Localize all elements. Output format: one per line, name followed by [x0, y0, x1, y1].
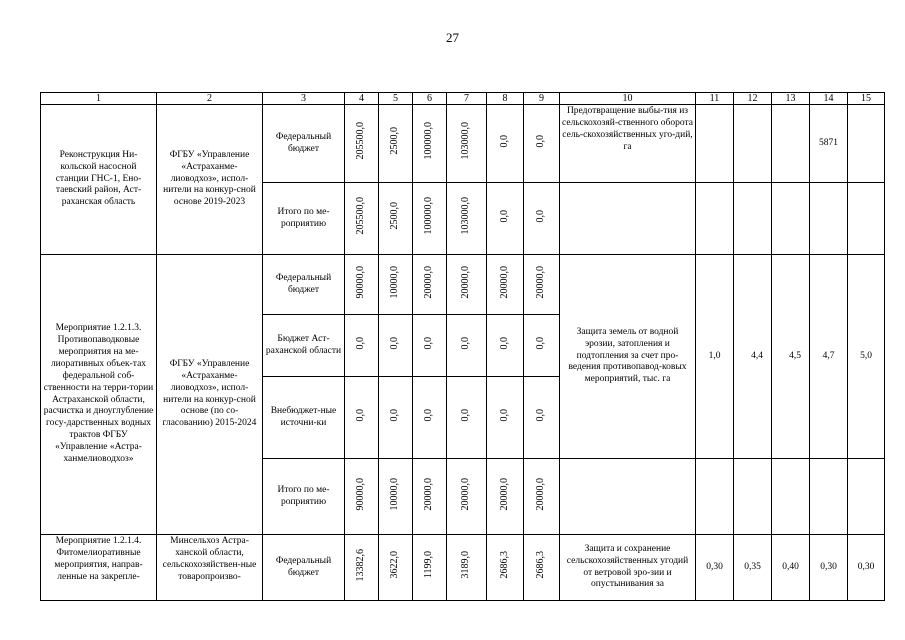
value-cell: 205500,0	[355, 122, 367, 160]
funding-source: Итого по ме-роприятию	[263, 183, 345, 255]
col-header: 10	[560, 93, 696, 105]
value-cell: 0,0	[389, 336, 401, 350]
value-cell: 0,0	[355, 408, 367, 422]
value-cell: 20000,0	[460, 265, 472, 299]
indicator-value: 0,30	[848, 535, 885, 601]
col-header: 2	[157, 93, 263, 105]
col-header: 7	[447, 93, 487, 105]
col-header: 5	[379, 93, 413, 105]
indicator-value: 0,30	[810, 535, 848, 601]
value-cell: 2686,3	[535, 551, 547, 579]
page-number: 27	[446, 30, 459, 45]
table-row	[41, 105, 885, 183]
value-cell: 0,0	[460, 408, 472, 422]
value-cell: 0,0	[355, 336, 367, 350]
value-cell: 20000,0	[423, 477, 435, 511]
col-header: 12	[734, 93, 772, 105]
funding-source: Итого по ме-роприятию	[263, 459, 345, 535]
value-cell: 20000,0	[535, 477, 547, 511]
col-header: 15	[848, 93, 885, 105]
executor: ФГБУ «Управление «Астраханме-лиоводхоз», испол-нители на конкур-сной основе 2019-2023	[157, 105, 263, 255]
table-row	[41, 535, 885, 601]
value-cell: 0,0	[389, 408, 401, 422]
funding-source: Федеральный бюджет	[263, 255, 345, 315]
budget-table	[40, 92, 885, 601]
value-cell: 0,0	[498, 408, 510, 422]
col-header: 6	[413, 93, 447, 105]
value-cell: 0,0	[498, 134, 510, 148]
header-row	[41, 93, 885, 105]
indicator-value: 5,0	[848, 255, 885, 459]
value-cell: 20000,0	[423, 265, 435, 299]
executor: ФГБУ «Управление «Астраханме-лиоводхоз», испол-нители на конкур-сной основе (по со-гласованию) 2015-2024	[157, 255, 263, 535]
funding-source: Федеральный бюджет	[263, 535, 345, 601]
indicator-value: 0,30	[696, 535, 734, 601]
value-cell: 20000,0	[498, 265, 510, 299]
value-cell: 0,0	[535, 209, 547, 223]
funding-source: Бюджет Аст-раханской области	[263, 315, 345, 377]
value-cell: 0,0	[498, 209, 510, 223]
col-header: 13	[772, 93, 810, 105]
indicator: Защита земель от водной эрозии, затопления и подтопления за счет про-ведения противопавод-ковых мероприятий, тыс. га	[560, 255, 696, 459]
indicator-value: 4,4	[734, 255, 772, 459]
value-cell: 100000,0	[423, 197, 435, 235]
value-cell: 1199,0	[423, 551, 435, 579]
value-cell: 103000,0	[460, 197, 472, 235]
value-cell: 10000,0	[389, 265, 401, 299]
value-cell: 90000,0	[355, 265, 367, 299]
value-cell: 20000,0	[498, 477, 510, 511]
value-cell: 3189,0	[460, 551, 472, 579]
funding-source: Внебюджет-ные источни-ки	[263, 377, 345, 459]
value-cell: 0,0	[460, 336, 472, 350]
value-cell: 2686,3	[498, 551, 510, 579]
col-header: 3	[263, 93, 345, 105]
col-header: 14	[810, 93, 848, 105]
col-header: 8	[487, 93, 524, 105]
measure-name: Мероприятие 1.2.1.3. Противопаводковые мероприятия на ме-лиоративных объек-тах федеральной соб-ственности на терри-тории Астраханской области, расчистка и дноуглубление госу-дарственных водных трактов ФГБУ «Управление «Астра-ханмелиоводхоз»	[41, 255, 157, 535]
measure-name: Реконструкция Ни-кольской насосной станции ГНС-1, Ено-таевский район, Аст-раханская область	[41, 105, 157, 255]
value-cell: 20000,0	[535, 265, 547, 299]
indicator-value: 0,40	[772, 535, 810, 601]
col-header: 9	[524, 93, 560, 105]
value-cell: 20000,0	[460, 477, 472, 511]
value-cell: 100000,0	[423, 122, 435, 160]
indicator-value: 1,0	[696, 255, 734, 459]
value-cell: 205500,0	[355, 197, 367, 235]
funding-source: Федеральный бюджет	[263, 105, 345, 183]
indicator-value: 4,5	[772, 255, 810, 459]
value-cell: 10000,0	[389, 477, 401, 511]
value-cell: 0,0	[535, 336, 547, 350]
executor: Минсельхоз Астра-ханской области, сельскохозяйствен-ные товаропроизво-	[157, 535, 263, 601]
indicator: Защита и сохранение сельскохозяйственных угодий от ветровой эро-зии и опустынивания за	[560, 535, 696, 601]
indicator-value: 0,35	[734, 535, 772, 601]
value-cell: 0,0	[498, 336, 510, 350]
table-row	[41, 255, 885, 315]
indicator: Предотвращение выбы-тия из сельскохозяй-ственного оборота сель-скохозяйственных уго-дий, га	[560, 105, 696, 183]
value-cell: 0,0	[423, 408, 435, 422]
value-cell: 2500,0	[389, 202, 401, 230]
value-cell: 0,0	[535, 408, 547, 422]
value-cell: 0,0	[423, 336, 435, 350]
value-cell: 2500,0	[389, 127, 401, 155]
measure-name: Мероприятие 1.2.1.4. Фитомелиоративные мероприятия, направ-ленные на закрепле-	[41, 535, 157, 601]
indicator-value: 4,7	[810, 255, 848, 459]
value-cell: 90000,0	[355, 477, 367, 511]
col-header: 1	[41, 93, 157, 105]
value-cell: 0,0	[535, 134, 547, 148]
col-header: 4	[345, 93, 379, 105]
value-cell: 3622,0	[389, 551, 401, 579]
value-cell: 13382,6	[355, 548, 367, 582]
indicator-value: 5871	[810, 105, 848, 183]
col-header: 11	[696, 93, 734, 105]
value-cell: 103000,0	[460, 122, 472, 160]
